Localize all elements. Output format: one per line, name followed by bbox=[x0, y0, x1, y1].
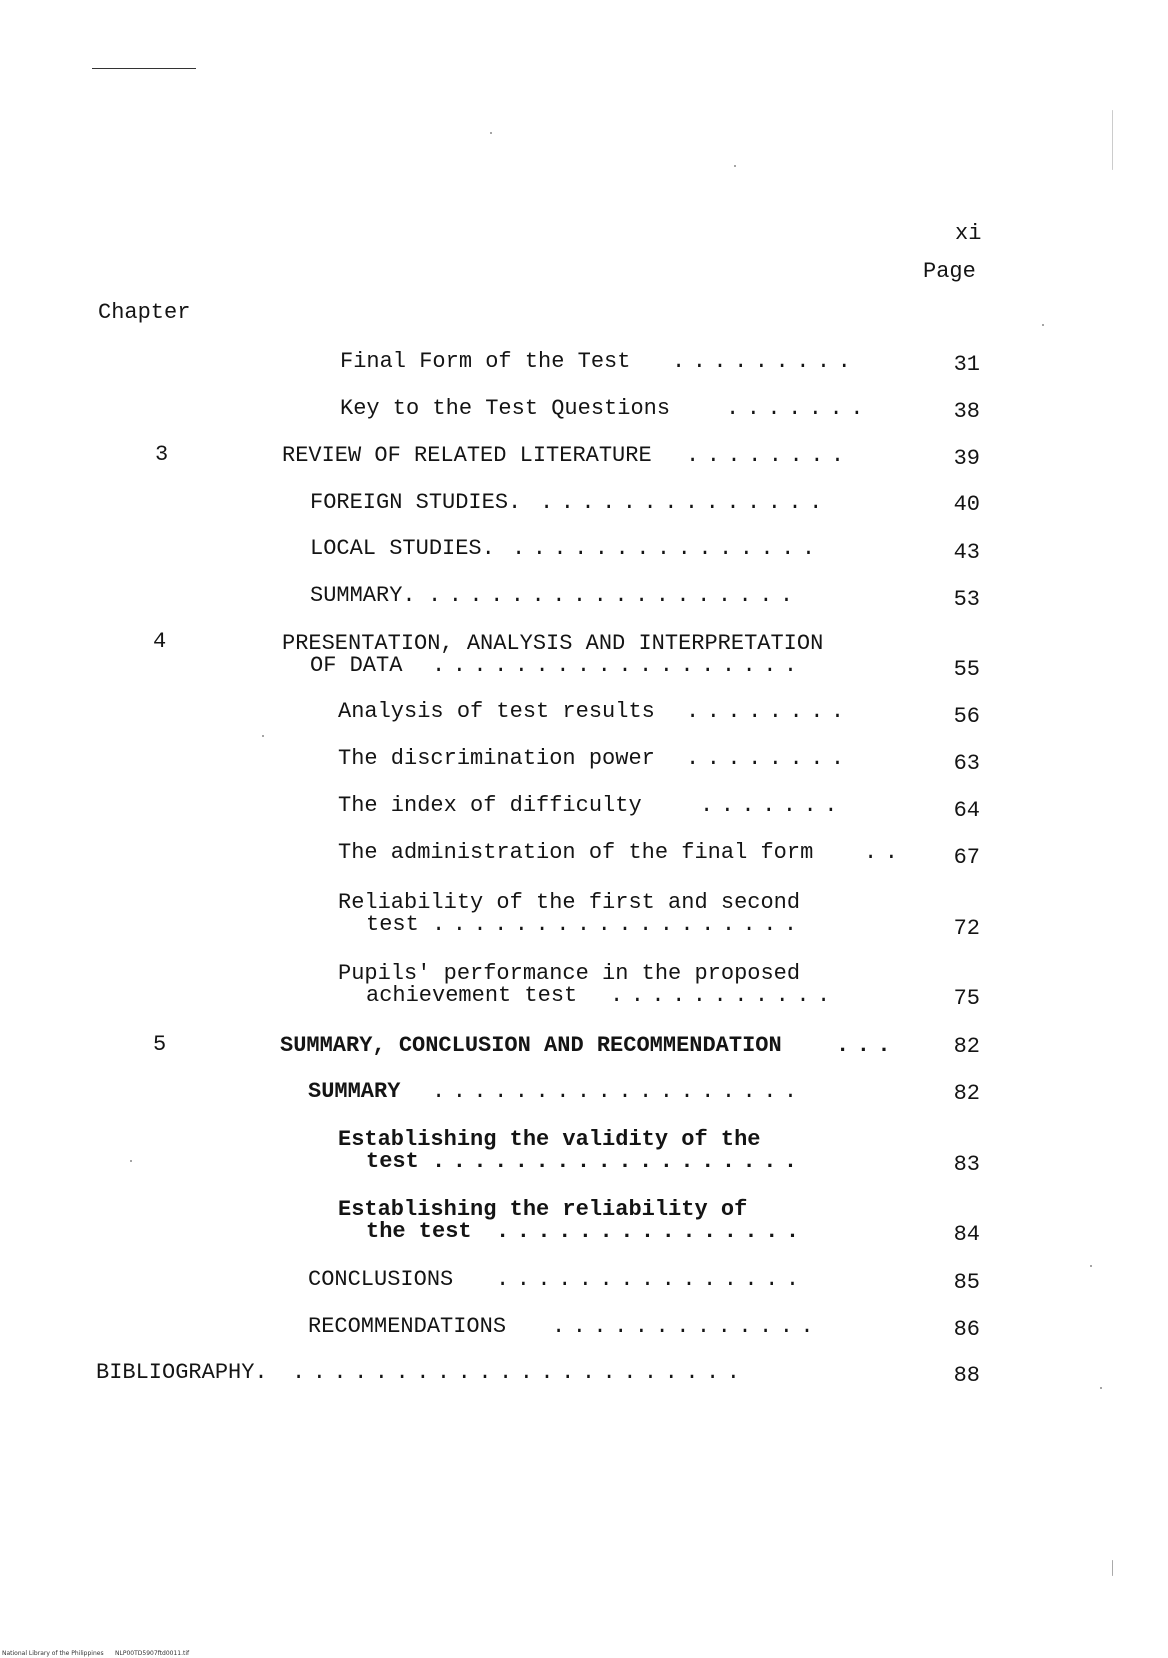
toc-entry-title-continued: the test bbox=[366, 1219, 472, 1244]
toc-entry-page: 39 bbox=[953, 446, 980, 471]
toc-entry-title: The discrimination power bbox=[338, 746, 655, 771]
leader-dots: .............. bbox=[540, 491, 830, 515]
toc-entry-title: Analysis of test results bbox=[338, 699, 655, 724]
chapter-column-header: Chapter bbox=[98, 300, 191, 325]
toc-entry-page: 64 bbox=[953, 798, 980, 823]
page-column-header: Page bbox=[923, 259, 976, 284]
toc-entry-title: FOREIGN STUDIES. bbox=[310, 490, 522, 515]
toc-entry-page: 43 bbox=[953, 540, 980, 565]
footer-library: National Library of the Philippines bbox=[2, 1650, 104, 1657]
leader-dots: ........ bbox=[686, 747, 852, 771]
toc-entry-page: 31 bbox=[953, 352, 980, 377]
toc-entry-title: Establishing the validity of the bbox=[338, 1127, 761, 1152]
toc-entry-title: SUMMARY, CONCLUSION AND RECOMMENDATION bbox=[280, 1033, 782, 1058]
toc-entry-title: SUMMARY. bbox=[310, 583, 416, 608]
toc-entry-page: 82 bbox=[953, 1034, 980, 1059]
leader-dots: ......... bbox=[672, 350, 859, 374]
toc-entry-page: 82 bbox=[953, 1081, 980, 1106]
toc-entry-title-continued: test bbox=[366, 912, 419, 937]
toc-entry-title: The index of difficulty bbox=[338, 793, 642, 818]
toc-entry-title: PRESENTATION, ANALYSIS AND INTERPRETATION bbox=[282, 631, 824, 656]
toc-entry-title: Reliability of the first and second bbox=[338, 890, 801, 915]
toc-entry-page: 83 bbox=[953, 1152, 980, 1177]
toc-entry-page: 84 bbox=[953, 1222, 980, 1247]
leader-dots: .................. bbox=[428, 584, 801, 608]
chapter-number: 4 bbox=[153, 629, 167, 654]
scan-footer bbox=[2, 1650, 189, 1657]
toc-entry-page: 55 bbox=[953, 657, 980, 682]
toc-entry-page: 63 bbox=[953, 751, 980, 776]
toc-entry-page: 72 bbox=[953, 916, 980, 941]
toc-entry-page: 40 bbox=[953, 492, 980, 517]
leader-dots: ........... bbox=[610, 984, 838, 1008]
chapter-number: 3 bbox=[155, 442, 169, 467]
leader-dots: ............... bbox=[512, 537, 823, 561]
toc-entry-page: 38 bbox=[953, 399, 980, 424]
toc-entry-title: BIBLIOGRAPHY. bbox=[96, 1360, 268, 1385]
leader-dots: ............. bbox=[552, 1315, 822, 1339]
chapter-number: 5 bbox=[153, 1032, 167, 1057]
toc-entry-title: REVIEW OF RELATED LITERATURE bbox=[282, 443, 652, 468]
leader-dots: ... bbox=[836, 1034, 899, 1058]
toc-entry-title: Key to the Test Questions bbox=[340, 396, 671, 421]
toc-entry-title: LOCAL STUDIES. bbox=[310, 536, 495, 561]
leader-dots: ............... bbox=[496, 1268, 807, 1292]
toc-entry-title-continued: OF DATA bbox=[310, 653, 403, 678]
leader-dots: ........ bbox=[686, 444, 852, 468]
leader-dots: ............... bbox=[496, 1220, 807, 1244]
toc-entry-page: 86 bbox=[953, 1317, 980, 1342]
leader-dots: .................. bbox=[432, 1080, 805, 1104]
leader-dots: ........ bbox=[686, 700, 852, 724]
toc-entry-title: Pupils' performance in the proposed bbox=[338, 961, 801, 986]
toc-entry-title: The administration of the final form bbox=[338, 840, 814, 865]
toc-entry-title: RECOMMENDATIONS bbox=[308, 1314, 507, 1339]
footer-file: NLP00TD5907ftd0011.tif bbox=[115, 1650, 190, 1657]
leader-dots: ...................... bbox=[292, 1361, 748, 1385]
toc-entry-title: Establishing the reliability of bbox=[338, 1197, 748, 1222]
toc-entry-title: Final Form of the Test bbox=[340, 349, 631, 374]
toc-entry-page: 53 bbox=[953, 587, 980, 612]
toc-entry-page: 88 bbox=[953, 1363, 980, 1388]
page-number-roman: xi bbox=[955, 221, 982, 246]
toc-entry-title: SUMMARY bbox=[308, 1079, 401, 1104]
leader-dots: .. bbox=[864, 841, 906, 865]
toc-entry-page: 75 bbox=[953, 986, 980, 1011]
leader-dots: .................. bbox=[432, 654, 805, 678]
toc-entry-title-continued: test bbox=[366, 1149, 419, 1174]
toc-entry-page: 56 bbox=[953, 704, 980, 729]
leader-dots: ....... bbox=[700, 794, 845, 818]
leader-dots: .................. bbox=[432, 1150, 805, 1174]
toc-entry-title-continued: achievement test bbox=[366, 983, 578, 1008]
toc-entry-page: 85 bbox=[953, 1270, 980, 1295]
leader-dots: ....... bbox=[726, 397, 871, 421]
toc-entry-page: 67 bbox=[953, 845, 980, 870]
toc-entry-title: CONCLUSIONS bbox=[308, 1267, 454, 1292]
leader-dots: .................. bbox=[432, 913, 805, 937]
top-rule bbox=[92, 68, 196, 69]
